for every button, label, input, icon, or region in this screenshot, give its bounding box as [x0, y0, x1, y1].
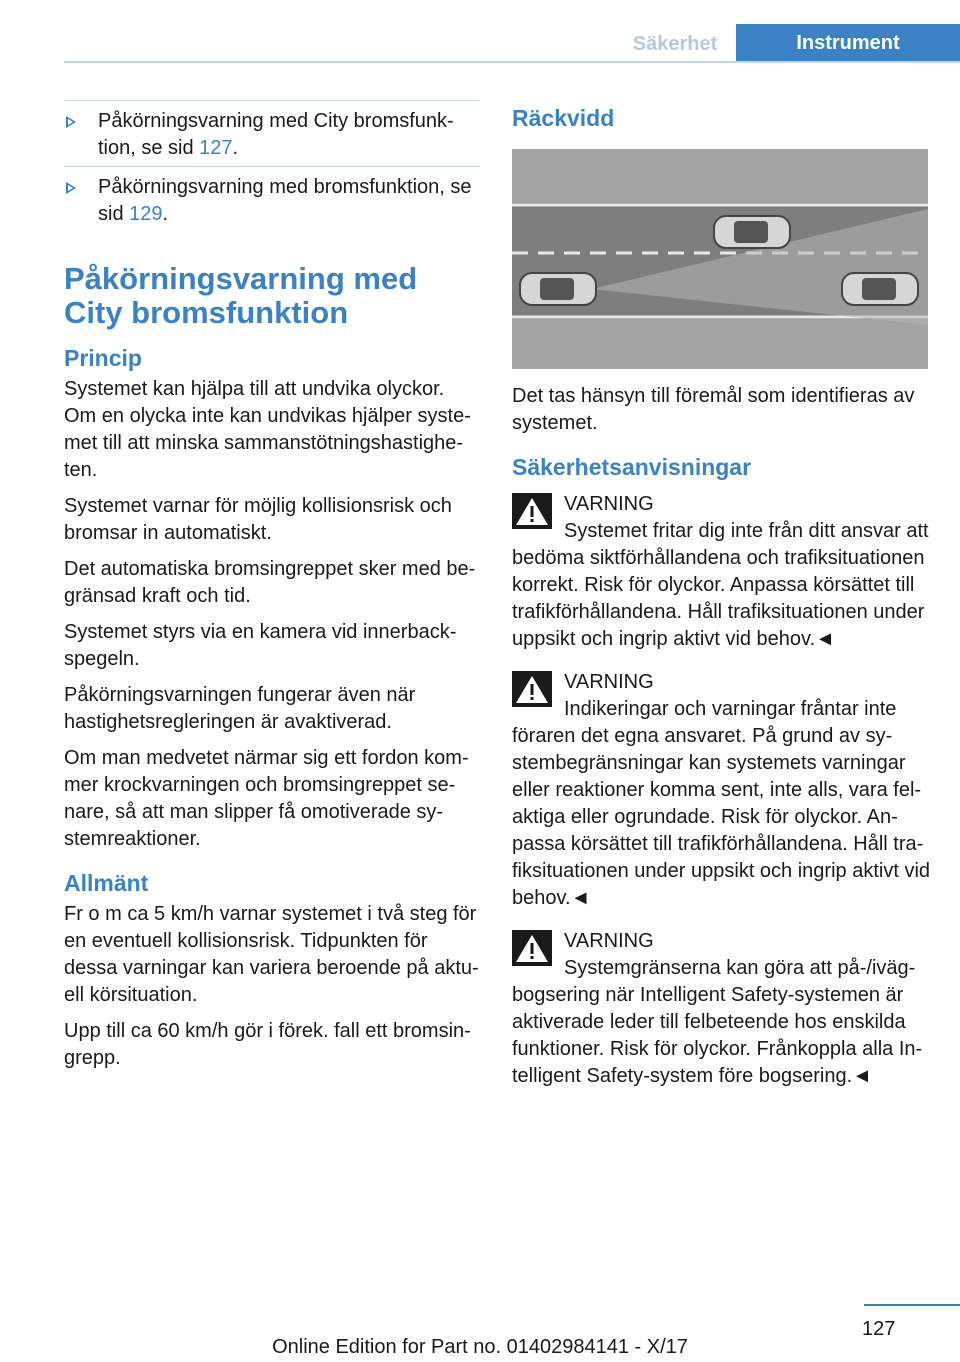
right-column	[512, 100, 930, 1106]
body-paragraph: Upp till ca 60 km/h gör i förek. fall ett bromsingrepp.	[64, 1020, 471, 1069]
body-paragraph: Påkörningsvarningen fungerar även när hastighetsregleringen är avaktiverad.	[64, 684, 416, 733]
car-ahead-icon	[714, 216, 790, 248]
warning-triangle-icon	[512, 671, 552, 707]
warning-first-line: Systemgränserna kan göra att på-/iväg-	[564, 957, 916, 979]
range-illustration	[512, 149, 928, 369]
tab-sakerhet[interactable]: Säkerhet	[632, 33, 718, 55]
warning-text: bogsering när Intelligent Safety-systemen är aktiverade leder till felbeteende hos enskilda funktioner. Risk för olyckor. Frånkoppla alla Intelligent Safety-system före bogsering.◄	[512, 984, 923, 1087]
car-rear-icon	[520, 273, 596, 305]
figure-caption: Det tas hänsyn till föremål som identifieras av systemet.	[512, 385, 915, 434]
list-item-text: Påkörningsvarning med bromsfunktion, se sid	[98, 176, 472, 225]
body-paragraph: Om man medvetet närmar sig ett fordon kommer krockvarningen och bromsingreppet senare, så att man slipper få omotiverade systemreaktioner.	[64, 747, 469, 850]
bullet-triangle-icon	[66, 116, 76, 128]
list-item-text: Påkörningsvarning med City bromsfunktion, se sid	[98, 110, 454, 159]
page-link[interactable]: 127	[199, 137, 233, 159]
header-rule	[64, 61, 960, 63]
body-paragraph: Systemet varnar för möjlig kollisionsrisk och bromsar in automatiskt.	[64, 495, 452, 544]
subheading-sakerhetsanvisningar: Säkerhetsanvisningar	[512, 454, 752, 480]
cross-reference-list	[64, 100, 480, 228]
body-paragraph: Systemet styrs via en kamera vid innerbackspegeln.	[64, 621, 457, 670]
section-title: Påkörningsvarning med City bromsfunktion	[64, 261, 418, 330]
warning-title: VARNING	[564, 671, 654, 693]
warning-triangle-icon	[512, 493, 552, 529]
bullet-triangle-icon	[66, 182, 76, 194]
list-item	[64, 108, 480, 162]
subheading-allmant: Allmänt	[64, 870, 149, 896]
warning-first-line: Systemet fritar dig inte från ditt ansvar att	[564, 520, 929, 542]
list-item-end: .	[162, 203, 169, 225]
footer-rule	[864, 1304, 960, 1306]
warning-block	[512, 928, 930, 1090]
body-paragraph: Det automatiska bromsingreppet sker med begränsad kraft och tid.	[64, 558, 476, 607]
list-rule	[64, 166, 480, 167]
list-item-end: .	[232, 137, 239, 159]
body-paragraph: Fr o m ca 5 km/h varnar systemet i två steg för en eventuell kollisionsrisk. Tidpunkten för dessa varningar kan variera beroende på aktuell körsituation.	[64, 903, 479, 1006]
page-number: 127	[862, 1318, 896, 1340]
edition-footer: Online Edition for Part no. 01402984141 - X/17	[272, 1336, 688, 1358]
warning-text: föraren det egna ansvaret. På grund av systembegränsningar kan systemets varningar eller reaktioner komma sent, inte alls, vara felaktiga eller ogrundade. Risk för olyckor. Anpassa körsättet till trafikförhållandena. Håll trafiksituationen under uppsikt och ingrip aktivt vid behov.◄	[512, 725, 931, 909]
page-link[interactable]: 129	[129, 203, 163, 225]
warning-title: VARNING	[564, 930, 654, 952]
tab-instrument[interactable]: Instrument	[736, 24, 960, 62]
page-header	[0, 0, 960, 86]
car-front-icon	[842, 273, 918, 305]
warning-text: bedöma siktförhållandena och trafiksituationen korrekt. Risk för olyckor. Anpassa körsättet till trafikförhållandena. Håll trafiksituationen under uppsikt och ingrip aktivt vid behov.◄	[512, 547, 925, 650]
warning-block	[512, 491, 930, 653]
warning-block	[512, 669, 930, 912]
left-column	[64, 100, 480, 1081]
warning-first-line: Indikeringar och varningar fråntar inte	[564, 698, 897, 720]
subheading-princip: Princip	[64, 345, 142, 371]
warning-title: VARNING	[564, 493, 654, 515]
subheading-rackvidd: Räckvidd	[512, 105, 615, 131]
warning-triangle-icon	[512, 930, 552, 966]
list-rule	[64, 100, 480, 101]
list-item	[64, 174, 480, 228]
body-paragraph: Systemet kan hjälpa till att undvika olyckor. Om en olycka inte kan undvikas hjälper systemet till att minska sammanstötningshastigheten.	[64, 378, 471, 481]
